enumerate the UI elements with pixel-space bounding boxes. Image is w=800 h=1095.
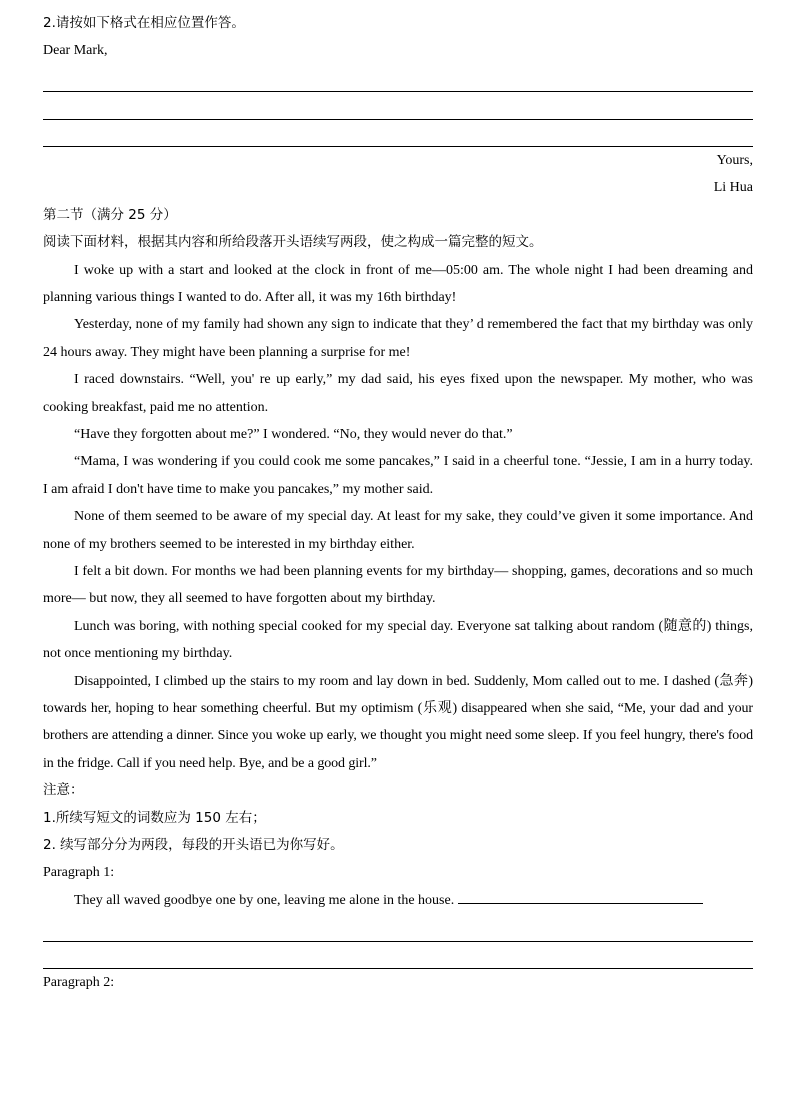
- section-instruction: 阅读下面材料，根据其内容和所给段落开头语续写两段，使之构成一篇完整的短文。: [43, 234, 543, 251]
- story-paragraph: Lunch was boring, with nothing special cooked for my special day. Everyone sat talking about random (随意的) things, not once mentioning my birthday.: [43, 618, 753, 662]
- answer-blank: [458, 889, 703, 904]
- story-paragraph: Yesterday, none of my family had shown any sign to indicate that they’ d remembered the fact that my birthday was only 24 hours away. They might have been planning a surprise for me!: [43, 317, 753, 360]
- answer-line: [43, 914, 753, 941]
- notes-item-2: 2. 续写部分分为两段，每段的开头语已为你写好。: [43, 837, 344, 854]
- story-paragraph: “Mama, I was wondering if you could cook me some pancakes,” I said in a cheerful tone. “Jessie, I am in a hurry today. I am afraid I don't have time to make you pancakes,” my mother said.: [43, 454, 753, 497]
- answer-line: [43, 65, 753, 92]
- story-paragraph: I felt a bit down. For months we had been planning events for my birthday— shopping, games, decorations and so much more— but now, they all seemed to have forgotten about my birthday.: [43, 563, 753, 607]
- section-title: 第二节（满分 25 分）: [43, 206, 177, 223]
- answer-line: [43, 120, 753, 147]
- paragraph1-opening-row: [43, 887, 753, 914]
- answer-line: [43, 942, 753, 969]
- story-paragraph: None of them seemed to be aware of my special day. At least for my sake, they could’ve given it some importance. And none of my brothers seemed to be interested in my birthday either.: [43, 509, 753, 552]
- letter-greeting: Dear Mark,: [43, 43, 108, 59]
- letter-closing: Yours,: [716, 152, 753, 168]
- story-paragraph: Disappointed, I climbed up the stairs to my room and lay down in bed. Suddenly, Mom called out to me. I dashed (急奔) towards her, hoping to hear something cheerful. But my optimism (乐观) disappeared when she said, “Me, your dad and your brothers are attending a dinner. Since you woke up early, we thought you might need some sleep. If you feel hungry, there's food in the fridge. Call if you need help. Bye, and be a good girl.”: [43, 673, 753, 771]
- notes-item-1: 1.所续写短文的词数应为 150 左右；: [43, 809, 266, 826]
- story-paragraph: I woke up with a start and looked at the clock in front of me—05:00 am. The whole night I had been dreaming and planning various things I wanted to do. After all, it was my 16th birthday!: [43, 262, 753, 305]
- story-paragraph: “Have they forgotten about me?” I wondered. “No, they would never do that.”: [74, 426, 513, 442]
- notes-title: 注意：: [43, 782, 84, 799]
- story-paragraph: I raced downstairs. “Well, you' re up early,” my dad said, his eyes fixed upon the newspaper. My mother, who was cooking breakfast, paid me no attention.: [43, 372, 753, 415]
- letter-signature: Li Hua: [713, 180, 753, 196]
- paragraph2-label: Paragraph 2:: [43, 974, 115, 990]
- paragraph1-label: Paragraph 1:: [43, 865, 115, 881]
- answer-line: [43, 92, 753, 119]
- paragraph1-opening: They all waved goodbye one by one, leaving me alone in the house.: [74, 892, 455, 908]
- story-text: [43, 257, 753, 778]
- letter-instruction: 2.请按如下格式在相应位置作答。: [43, 15, 245, 31]
- exam-page: [43, 10, 753, 996]
